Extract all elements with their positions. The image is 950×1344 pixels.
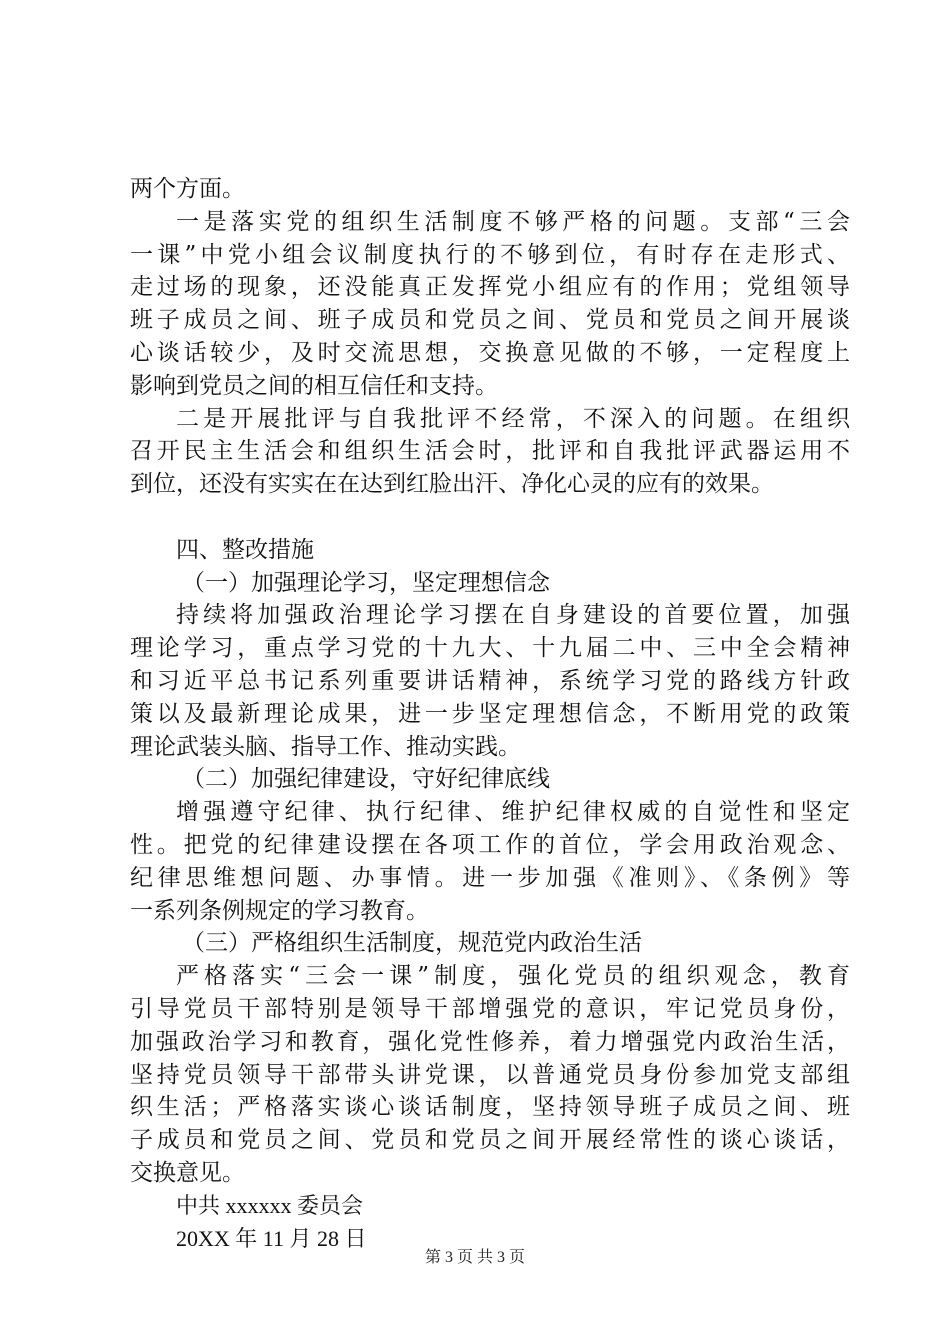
paragraph-line: 策以及最新理论成果，进一步坚定理想信念，不断用党的政策 <box>130 700 850 727</box>
paragraph-line: 走过场的现象，还没能真正发挥党小组应有的作用；党组领导 <box>130 274 850 301</box>
signature-date: 20XX 年 11 月 28 日 <box>176 1225 367 1251</box>
paragraph-line: 加强政治学习和教育，强化党性修养，着力增强党内政治生活， <box>130 1028 850 1055</box>
subsection-heading: （一）加强理论学习，坚定理想信念 <box>182 569 550 596</box>
paragraph-line: 两个方面。 <box>130 176 245 202</box>
paragraph-line: 交换意见。 <box>130 1159 245 1186</box>
paragraph-line: 子成员和党员之间、党员和党员之间开展经常性的谈心谈话， <box>130 1127 850 1154</box>
signature-org: 中共 xxxxxx 委员会 <box>176 1192 364 1218</box>
paragraph-line: 影响到党员之间的相互信任和支持。 <box>130 372 498 399</box>
paragraph-line: 增强遵守纪律、执行纪律、维护纪律权威的自觉性和坚定 <box>176 799 850 826</box>
subsection-heading: （二）加强纪律建设，守好纪律底线 <box>182 766 550 793</box>
paragraph-line: 持续将加强政治理论学习摆在自身建设的首要位置，加强 <box>176 602 850 629</box>
paragraph-line: 到位，还没有实实在在达到红脸出汗、净化心灵的应有的效果。 <box>130 471 774 498</box>
paragraph-line: 严格落实“三会一课”制度，强化党员的组织观念，教育 <box>176 963 850 990</box>
paragraph-line: 纪律思维想问题、办事情。进一步加强《准则》、《条例》等 <box>130 864 850 891</box>
paragraph-line: 引导党员干部特别是领导干部增强党的意识，牢记党员身份， <box>130 995 850 1022</box>
blank-line <box>130 501 850 534</box>
section-heading: 四、整改措施 <box>176 536 314 563</box>
paragraph-line: 召开民主生活会和组织生活会时，批评和自我批评武器运用不 <box>130 438 850 465</box>
page-footer: 第 3 页 共 3 页 <box>424 1249 525 1266</box>
paragraph-line: 性。把党的纪律建设摆在各项工作的首位，学会用政治观念、 <box>130 831 850 858</box>
paragraph-line: 理论武装头脑、指导工作、推动实践。 <box>130 733 521 760</box>
subsection-heading: （三）严格组织生活制度，规范党内政治生活 <box>182 930 642 957</box>
paragraph-line: 理论学习，重点学习党的十九大、十九届二中、三中全会精神 <box>130 635 850 662</box>
paragraph-line: 织生活；严格落实谈心谈话制度，坚持领导班子成员之间、班 <box>130 1094 850 1121</box>
paragraph-line: 一课”中党小组会议制度执行的不够到位，有时存在走形式、 <box>130 241 850 268</box>
paragraph-line: 班子成员之间、班子成员和党员之间、党员和党员之间开展谈 <box>130 307 850 334</box>
paragraph-line: 一系列条例规定的学习教育。 <box>130 897 429 924</box>
document-body <box>130 173 850 1255</box>
paragraph-line: 和习近平总书记系列重要讲话精神，系统学习党的路线方针政 <box>130 667 850 694</box>
paragraph-line: 二是开展批评与自我批评不经常，不深入的问题。在组织 <box>176 405 850 432</box>
paragraph-line: 坚持党员领导干部带头讲党课，以普通党员身份参加党支部组 <box>130 1061 850 1088</box>
paragraph-line: 心谈话较少，及时交流思想，交换意见做的不够，一定程度上 <box>130 339 850 366</box>
paragraph-line: 一是落实党的组织生活制度不够严格的问题。支部“三会 <box>176 208 850 235</box>
